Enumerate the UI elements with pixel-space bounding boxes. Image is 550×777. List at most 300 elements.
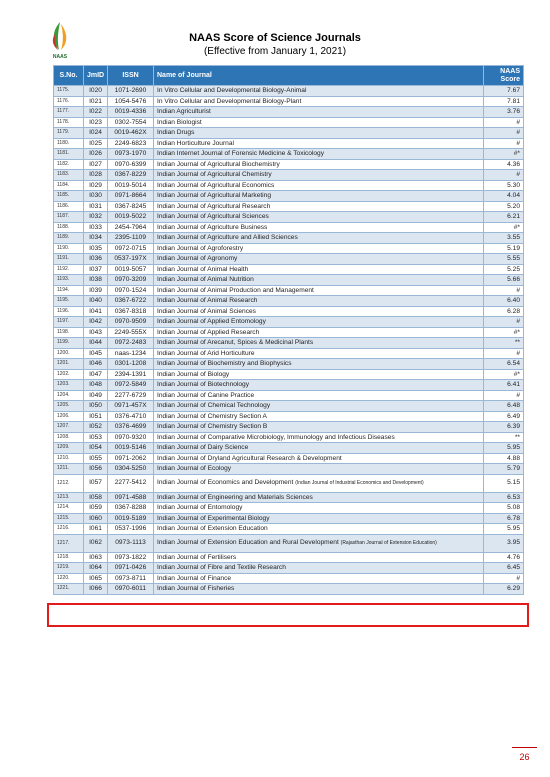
journal-name: Indian Journal of Biology bbox=[157, 370, 230, 378]
table-row bbox=[54, 117, 524, 128]
cell-jmid: I052 bbox=[84, 422, 108, 433]
journal-name: Indian Journal of Biotechnology bbox=[157, 381, 250, 388]
cell-name bbox=[154, 380, 484, 391]
cell-score: 3.55 bbox=[484, 233, 524, 244]
table-row bbox=[54, 369, 524, 380]
cell-sno: 1191. bbox=[54, 254, 84, 265]
cell-name bbox=[154, 338, 484, 349]
cell-sno: 1195. bbox=[54, 296, 84, 307]
cell-score: # bbox=[484, 285, 524, 296]
table-row bbox=[54, 296, 524, 307]
cell-issn: 0376-4710 bbox=[108, 411, 154, 422]
cell-sno: 1207. bbox=[54, 422, 84, 433]
cell-issn: 0019-5057 bbox=[108, 264, 154, 275]
table-row bbox=[54, 254, 524, 265]
cell-score: 5.95 bbox=[484, 524, 524, 535]
cell-name bbox=[154, 212, 484, 223]
cell-score: 6.49 bbox=[484, 411, 524, 422]
cell-name bbox=[154, 264, 484, 275]
cell-name bbox=[154, 443, 484, 454]
journal-name: Indian Journal of Dairy Science bbox=[157, 444, 249, 451]
cell-score: 5.20 bbox=[484, 201, 524, 212]
table-row bbox=[54, 492, 524, 503]
journal-name: Indian Journal of Arecanut, Spices & Medicinal Plants bbox=[157, 339, 314, 346]
cell-issn: 0971-457X bbox=[108, 401, 154, 412]
cell-score: #* bbox=[484, 222, 524, 233]
table-row bbox=[54, 159, 524, 170]
table-row bbox=[54, 524, 524, 535]
cell-issn: 0367-8288 bbox=[108, 503, 154, 514]
cell-sno: 1221. bbox=[54, 584, 84, 595]
cell-sno: 1213. bbox=[54, 492, 84, 503]
table-row bbox=[54, 380, 524, 391]
table-row bbox=[54, 411, 524, 422]
cell-score: #* bbox=[484, 327, 524, 338]
cell-sno: 1192. bbox=[54, 264, 84, 275]
cell-issn: 0537-1996 bbox=[108, 524, 154, 535]
cell-name bbox=[154, 464, 484, 475]
cell-name bbox=[154, 411, 484, 422]
col-header-score: NAAS Score bbox=[484, 66, 524, 86]
cell-score: # bbox=[484, 170, 524, 181]
journal-table bbox=[53, 65, 524, 595]
cell-score: 7.67 bbox=[484, 86, 524, 97]
table-row bbox=[54, 170, 524, 181]
cell-issn: 0019-5022 bbox=[108, 212, 154, 223]
cell-name bbox=[154, 348, 484, 359]
cell-jmid: I028 bbox=[84, 170, 108, 181]
journal-name: Indian Drugs bbox=[157, 129, 195, 136]
cell-jmid: I042 bbox=[84, 317, 108, 328]
cell-score: 5.25 bbox=[484, 264, 524, 275]
cell-issn: 0971-0426 bbox=[108, 563, 154, 574]
cell-issn: 0971-2062 bbox=[108, 453, 154, 464]
journal-name: Indian Journal of Extension Education and Rural Development bbox=[157, 539, 339, 546]
cell-jmid: I037 bbox=[84, 264, 108, 275]
table-row bbox=[54, 432, 524, 443]
table-row bbox=[54, 138, 524, 149]
cell-sno: 1210. bbox=[54, 453, 84, 464]
cell-name bbox=[154, 285, 484, 296]
journal-name: Indian Journal of Engineering and Materials Sciences bbox=[157, 493, 313, 501]
cell-issn: 0376-4699 bbox=[108, 422, 154, 433]
cell-name bbox=[154, 222, 484, 233]
cell-score: 5.30 bbox=[484, 180, 524, 191]
journal-name: Indian Journal of Fibre and Textile Research bbox=[157, 564, 286, 571]
cell-score: 5.55 bbox=[484, 254, 524, 265]
cell-sno: 1215. bbox=[54, 513, 84, 524]
journal-name: Indian Journal of Agricultural Biochemistry bbox=[157, 160, 280, 168]
cell-score: 6.28 bbox=[484, 306, 524, 317]
cell-jmid: I049 bbox=[84, 390, 108, 401]
cell-name bbox=[154, 492, 484, 503]
table-row bbox=[54, 534, 524, 552]
cell-name bbox=[154, 563, 484, 574]
cell-sno: 1217. bbox=[54, 534, 84, 552]
journal-name: In Vitro Cellular and Developmental Biology-Animal bbox=[157, 87, 307, 94]
cell-name bbox=[154, 390, 484, 401]
table-row bbox=[54, 233, 524, 244]
cell-jmid: I053 bbox=[84, 432, 108, 443]
cell-sno: 1179. bbox=[54, 128, 84, 139]
journal-name: Indian Journal of Chemistry Section A bbox=[157, 412, 267, 420]
cell-sno: 1181. bbox=[54, 149, 84, 160]
cell-issn: 0970-9509 bbox=[108, 317, 154, 328]
col-header-sno: S.No. bbox=[54, 66, 84, 86]
cell-name bbox=[154, 401, 484, 412]
journal-name: Indian Journal of Fertilisers bbox=[157, 553, 237, 561]
cell-name bbox=[154, 474, 484, 492]
cell-jmid: I030 bbox=[84, 191, 108, 202]
journal-name: Indian Journal of Animal Sciences bbox=[157, 307, 256, 315]
journal-name: Indian Horticulture Journal bbox=[157, 139, 234, 147]
page-number: 26 bbox=[519, 752, 530, 762]
journal-name: Indian Journal of Extension Education bbox=[157, 525, 268, 532]
cell-jmid: I024 bbox=[84, 128, 108, 139]
cell-jmid: I035 bbox=[84, 243, 108, 254]
journal-name: Indian Journal of Arid Horticulture bbox=[157, 349, 255, 357]
footer-rule bbox=[512, 747, 537, 748]
cell-jmid: I055 bbox=[84, 453, 108, 464]
table-row bbox=[54, 212, 524, 223]
cell-score: ** bbox=[484, 338, 524, 349]
cell-sno: 1198. bbox=[54, 327, 84, 338]
cell-score: # bbox=[484, 128, 524, 139]
cell-sno: 1197. bbox=[54, 317, 84, 328]
cell-sno: 1189. bbox=[54, 233, 84, 244]
cell-jmid: I046 bbox=[84, 359, 108, 370]
cell-score: 6.78 bbox=[484, 513, 524, 524]
cell-jmid: I064 bbox=[84, 563, 108, 574]
journal-name: Indian Journal of Chemistry Section B bbox=[157, 423, 268, 430]
cell-sno: 1175. bbox=[54, 86, 84, 97]
journal-name: Indian Journal of Agricultural Research bbox=[157, 202, 271, 210]
col-header-issn: ISSN bbox=[108, 66, 154, 86]
table-row bbox=[54, 327, 524, 338]
table-row bbox=[54, 338, 524, 349]
table-row bbox=[54, 201, 524, 212]
journal-name: Indian Journal of Animal Research bbox=[157, 297, 258, 304]
table-row bbox=[54, 453, 524, 464]
cell-issn: 2395-1109 bbox=[108, 233, 154, 244]
cell-sno: 1190. bbox=[54, 243, 84, 254]
journal-name: Indian Journal of Animal Health bbox=[157, 265, 249, 273]
cell-issn: 0972-5849 bbox=[108, 380, 154, 391]
cell-jmid: I066 bbox=[84, 584, 108, 595]
cell-issn: 2249-6823 bbox=[108, 138, 154, 149]
cell-score: #* bbox=[484, 369, 524, 380]
cell-issn: 0019-4336 bbox=[108, 107, 154, 118]
journal-name: Indian Journal of Agricultural Sciences bbox=[157, 213, 269, 220]
cell-sno: 1176. bbox=[54, 96, 84, 107]
cell-issn: 0304-5250 bbox=[108, 464, 154, 475]
cell-issn: 0973-1970 bbox=[108, 149, 154, 160]
table-row bbox=[54, 107, 524, 118]
journal-name: Indian Journal of Chemical Technology bbox=[157, 402, 271, 409]
cell-jmid: I058 bbox=[84, 492, 108, 503]
cell-jmid: I022 bbox=[84, 107, 108, 118]
cell-issn: 0019-5189 bbox=[108, 513, 154, 524]
journal-name: Indian Journal of Biochemistry and Biophysics bbox=[157, 360, 292, 367]
cell-issn: 0970-9320 bbox=[108, 432, 154, 443]
journal-name: Indian Journal of Comparative Microbiology, Immunology and Infectious Diseases bbox=[157, 433, 395, 441]
cell-name bbox=[154, 86, 484, 97]
cell-score: 4.76 bbox=[484, 552, 524, 563]
table-row bbox=[54, 86, 524, 97]
cell-sno: 1206. bbox=[54, 411, 84, 422]
cell-name bbox=[154, 296, 484, 307]
table-row bbox=[54, 513, 524, 524]
cell-name bbox=[154, 159, 484, 170]
cell-name bbox=[154, 584, 484, 595]
cell-score: # bbox=[484, 317, 524, 328]
journal-name: Indian Journal of Agricultural Economics bbox=[157, 181, 275, 189]
cell-score: 5.15 bbox=[484, 474, 524, 492]
journal-name: Indian Agriculturist bbox=[157, 108, 211, 115]
cell-name bbox=[154, 552, 484, 563]
table-row bbox=[54, 275, 524, 286]
table-row bbox=[54, 573, 524, 584]
cell-name bbox=[154, 180, 484, 191]
cell-sno: 1193. bbox=[54, 275, 84, 286]
cell-score: # bbox=[484, 117, 524, 128]
cell-sno: 1208. bbox=[54, 432, 84, 443]
cell-sno: 1196. bbox=[54, 306, 84, 317]
journal-name: Indian Journal of Canine Practice bbox=[157, 391, 255, 399]
cell-sno: 1219. bbox=[54, 563, 84, 574]
cell-name bbox=[154, 138, 484, 149]
cell-sno: 1209. bbox=[54, 443, 84, 454]
cell-score: # bbox=[484, 573, 524, 584]
journal-name: Indian Journal of Agriculture and Allied Sciences bbox=[157, 234, 298, 241]
cell-score: #* bbox=[484, 149, 524, 160]
cell-issn: 0019-5014 bbox=[108, 180, 154, 191]
table-row bbox=[54, 401, 524, 412]
table-row bbox=[54, 584, 524, 595]
cell-issn: 0972-2483 bbox=[108, 338, 154, 349]
cell-sno: 1214. bbox=[54, 503, 84, 514]
cell-name bbox=[154, 128, 484, 139]
col-header-jmid: JmID bbox=[84, 66, 108, 86]
cell-sno: 1187. bbox=[54, 212, 84, 223]
cell-issn: 0973-8711 bbox=[108, 573, 154, 584]
journal-name: Indian Journal of Agricultural Chemistry bbox=[157, 171, 272, 178]
table-row bbox=[54, 317, 524, 328]
cell-score: 4.36 bbox=[484, 159, 524, 170]
cell-name bbox=[154, 233, 484, 244]
highlight-box bbox=[47, 603, 529, 627]
table-row bbox=[54, 149, 524, 160]
cell-jmid: I065 bbox=[84, 573, 108, 584]
cell-sno: 1216. bbox=[54, 524, 84, 535]
table-body bbox=[54, 86, 524, 595]
table-header-row bbox=[54, 66, 524, 86]
page-title: NAAS Score of Science Journals bbox=[189, 32, 361, 44]
cell-score: 5.95 bbox=[484, 443, 524, 454]
cell-issn: 0019-5146 bbox=[108, 443, 154, 454]
cell-name bbox=[154, 432, 484, 443]
cell-sno: 1218. bbox=[54, 552, 84, 563]
cell-score: 3.76 bbox=[484, 107, 524, 118]
cell-score: ** bbox=[484, 432, 524, 443]
table-row bbox=[54, 390, 524, 401]
cell-score: 3.95 bbox=[484, 534, 524, 552]
cell-jmid: I063 bbox=[84, 552, 108, 563]
cell-name bbox=[154, 170, 484, 181]
table-row bbox=[54, 348, 524, 359]
cell-score: 5.08 bbox=[484, 503, 524, 514]
cell-jmid: I034 bbox=[84, 233, 108, 244]
journal-name: Indian Journal of Applied Entomology bbox=[157, 318, 266, 325]
cell-name bbox=[154, 117, 484, 128]
cell-issn: 0973-1822 bbox=[108, 552, 154, 563]
cell-name bbox=[154, 359, 484, 370]
cell-name bbox=[154, 107, 484, 118]
cell-issn: 1054-5476 bbox=[108, 96, 154, 107]
cell-sno: 1199. bbox=[54, 338, 84, 349]
cell-name bbox=[154, 191, 484, 202]
logo-text: NAAS bbox=[52, 54, 68, 60]
journal-name: Indian Journal of Ecology bbox=[157, 465, 232, 472]
cell-sno: 1202. bbox=[54, 369, 84, 380]
table-row bbox=[54, 464, 524, 475]
cell-sno: 1188. bbox=[54, 222, 84, 233]
cell-issn: 0537-197X bbox=[108, 254, 154, 265]
cell-name bbox=[154, 369, 484, 380]
table-row bbox=[54, 191, 524, 202]
cell-sno: 1183. bbox=[54, 170, 84, 181]
cell-sno: 1205. bbox=[54, 401, 84, 412]
journal-name: Indian Journal of Dryland Agricultural Research & Development bbox=[157, 454, 342, 462]
journal-name: Indian Journal of Agroforestry bbox=[157, 244, 244, 252]
cell-name bbox=[154, 254, 484, 265]
cell-name bbox=[154, 503, 484, 514]
cell-jmid: I062 bbox=[84, 534, 108, 552]
cell-jmid: I043 bbox=[84, 327, 108, 338]
cell-jmid: I021 bbox=[84, 96, 108, 107]
cell-issn: 0367-6722 bbox=[108, 296, 154, 307]
cell-name bbox=[154, 306, 484, 317]
cell-name bbox=[154, 243, 484, 254]
journal-name: Indian Journal of Fisheries bbox=[157, 585, 235, 592]
cell-score: 5.66 bbox=[484, 275, 524, 286]
cell-score: 6.53 bbox=[484, 492, 524, 503]
cell-issn: naas-1234 bbox=[108, 348, 154, 359]
cell-score: # bbox=[484, 348, 524, 359]
page-subtitle: (Effective from January 1, 2021) bbox=[203, 46, 347, 57]
table-row bbox=[54, 222, 524, 233]
cell-issn: 0367-8245 bbox=[108, 201, 154, 212]
cell-name bbox=[154, 275, 484, 286]
journal-name: Indian Journal of Applied Research bbox=[157, 328, 260, 336]
cell-score: 6.45 bbox=[484, 563, 524, 574]
cell-jmid: I051 bbox=[84, 411, 108, 422]
cell-score: 4.04 bbox=[484, 191, 524, 202]
table-row bbox=[54, 180, 524, 191]
cell-jmid: I061 bbox=[84, 524, 108, 535]
table-row bbox=[54, 264, 524, 275]
cell-issn: 0971-4588 bbox=[108, 492, 154, 503]
cell-issn: 1071-2690 bbox=[108, 86, 154, 97]
table-row bbox=[54, 243, 524, 254]
journal-name: Indian Journal of Agriculture Business bbox=[157, 223, 268, 231]
cell-jmid: I039 bbox=[84, 285, 108, 296]
cell-sno: 1177. bbox=[54, 107, 84, 118]
journal-name: Indian Journal of Agronomy bbox=[157, 255, 238, 262]
cell-score: 6.40 bbox=[484, 296, 524, 307]
journal-name: Indian Journal of Agricultural Marketing bbox=[157, 192, 271, 199]
journal-name: Indian Journal of Finance bbox=[157, 574, 232, 582]
cell-sno: 1184. bbox=[54, 180, 84, 191]
journal-note: (Rajasthan Journal of Extension Education) bbox=[340, 540, 437, 546]
cell-jmid: I044 bbox=[84, 338, 108, 349]
cell-sno: 1204. bbox=[54, 390, 84, 401]
cell-sno: 1186. bbox=[54, 201, 84, 212]
journal-name: Indian Internet Journal of Forensic Medicine & Toxicology bbox=[157, 150, 325, 157]
cell-jmid: I054 bbox=[84, 443, 108, 454]
cell-score: 5.19 bbox=[484, 243, 524, 254]
cell-sno: 1211. bbox=[54, 464, 84, 475]
table-row bbox=[54, 443, 524, 454]
journal-name: Indian Journal of Entomology bbox=[157, 504, 243, 511]
cell-jmid: I031 bbox=[84, 201, 108, 212]
cell-issn: 0301-1208 bbox=[108, 359, 154, 370]
cell-score: # bbox=[484, 390, 524, 401]
journal-name: In Vitro Cellular and Developmental Biology-Plant bbox=[157, 97, 302, 105]
journal-name: Indian Biologist bbox=[157, 118, 202, 126]
cell-issn: 0367-8318 bbox=[108, 306, 154, 317]
cell-name bbox=[154, 453, 484, 464]
cell-issn: 0973-1113 bbox=[108, 534, 154, 552]
cell-sno: 1194. bbox=[54, 285, 84, 296]
cell-issn: 0367-8229 bbox=[108, 170, 154, 181]
table-row bbox=[54, 285, 524, 296]
cell-sno: 1203. bbox=[54, 380, 84, 391]
cell-score: 6.54 bbox=[484, 359, 524, 370]
journal-name: Indian Journal of Animal Production and Management bbox=[157, 286, 314, 294]
cell-score: 6.29 bbox=[484, 584, 524, 595]
cell-score: 5.79 bbox=[484, 464, 524, 475]
cell-jmid: I057 bbox=[84, 474, 108, 492]
cell-issn: 2277-6729 bbox=[108, 390, 154, 401]
table-row bbox=[54, 474, 524, 492]
table-row bbox=[54, 96, 524, 107]
col-header-name: Name of Journal bbox=[154, 66, 484, 86]
cell-issn: 0019-462X bbox=[108, 128, 154, 139]
cell-jmid: I050 bbox=[84, 401, 108, 412]
cell-name bbox=[154, 422, 484, 433]
cell-sno: 1212. bbox=[54, 474, 84, 492]
table-row bbox=[54, 503, 524, 514]
table-row bbox=[54, 422, 524, 433]
cell-issn: 0971-8664 bbox=[108, 191, 154, 202]
cell-issn: 0302-7554 bbox=[108, 117, 154, 128]
table-row bbox=[54, 552, 524, 563]
cell-jmid: I027 bbox=[84, 159, 108, 170]
cell-issn: 2277-5412 bbox=[108, 474, 154, 492]
cell-jmid: I045 bbox=[84, 348, 108, 359]
cell-sno: 1178. bbox=[54, 117, 84, 128]
cell-jmid: I047 bbox=[84, 369, 108, 380]
cell-issn: 2454-7964 bbox=[108, 222, 154, 233]
cell-issn: 0972-0715 bbox=[108, 243, 154, 254]
cell-jmid: I025 bbox=[84, 138, 108, 149]
cell-jmid: I033 bbox=[84, 222, 108, 233]
cell-jmid: I048 bbox=[84, 380, 108, 391]
cell-issn: 2249-555X bbox=[108, 327, 154, 338]
cell-jmid: I040 bbox=[84, 296, 108, 307]
cell-jmid: I023 bbox=[84, 117, 108, 128]
